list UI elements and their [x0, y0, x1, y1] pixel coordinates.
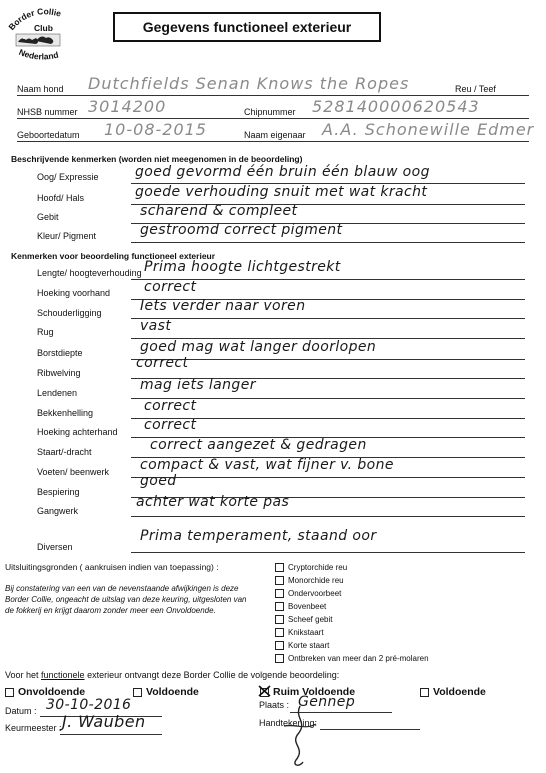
hoofd-value: goede verhouding snuit met wat kracht: [135, 184, 428, 200]
rating-label: Onvoldoende: [18, 686, 86, 698]
nhsb-label: NHSB nummer: [17, 107, 78, 117]
diversen-value: Prima temperament, staand oor: [140, 528, 377, 544]
exclusion-item-label: Monorchide reu: [288, 576, 344, 585]
section2-heading: Kenmerken voor beoordeling functioneel exterieur: [11, 251, 216, 261]
logo-bottom-text: Nederland: [17, 46, 60, 62]
nhsb-value: 3014200: [88, 97, 167, 116]
gangwerk-line: [131, 516, 525, 517]
exclusion-item-0[interactable]: [275, 563, 347, 572]
kleur-line: [131, 242, 525, 243]
checkbox-icon[interactable]: [275, 615, 284, 624]
geboorte-label: Geboortedatum: [17, 130, 80, 140]
signature-scribble: [270, 704, 330, 768]
bespiering-label: Bespiering: [37, 487, 80, 497]
naam-hond-label: Naam hond: [17, 84, 64, 94]
gebit-value: scharend & compleet: [140, 203, 298, 219]
bespiering-value: goed: [140, 473, 177, 489]
checkbox-icon[interactable]: [133, 688, 142, 697]
geboorte-line: [17, 141, 529, 142]
exclusion-item-2[interactable]: [275, 589, 341, 598]
signature-graphic: [270, 704, 330, 768]
keurmeester-value: J. Wauben: [62, 712, 146, 731]
page-title: [113, 12, 381, 42]
rating-label: Voldoende: [146, 686, 199, 698]
hoeking-achterhand-value: correct: [144, 417, 197, 433]
checkbox-icon[interactable]: [275, 641, 284, 650]
checkbox-icon[interactable]: [275, 628, 284, 637]
hoeking-voorhand-label: Hoeking voorhand: [37, 288, 111, 298]
handtekening-line: [320, 729, 420, 730]
diversen-line: [131, 552, 525, 553]
naam-hond-line: [17, 95, 529, 96]
datum-label: Datum :: [5, 706, 37, 716]
verdict-text: [5, 670, 339, 680]
schouder-value: Iets verder naar voren: [140, 298, 306, 314]
exclusion-item-label: Korte staart: [288, 641, 330, 650]
rug-value: vast: [140, 318, 172, 334]
gangwerk-value: achter wat korte pas: [136, 494, 290, 510]
borstdiepte-value: goed mag wat langer doorlopen: [140, 339, 377, 355]
exclusion-item-label: Bovenbeet: [288, 602, 327, 611]
reu-teef-label: Reu / Teef: [455, 84, 496, 94]
rug-label: Rug: [37, 327, 54, 337]
voeten-label: Voeten/ beenwerk: [37, 467, 110, 477]
checkbox-icon[interactable]: [275, 563, 284, 572]
rating-label: Voldoende: [433, 686, 486, 698]
oog-value: goed gevormd één bruin één blauw oog: [135, 164, 430, 180]
borstdiepte-label: Borstdiepte: [37, 348, 83, 358]
bekkenhelling-label: Bekkenhelling: [37, 408, 94, 418]
exclusion-item-label: Ondervoorbeet: [288, 589, 342, 598]
plaats-value: Gennep: [298, 694, 356, 710]
checkbox-icon[interactable]: [275, 589, 284, 598]
rating-voldoende[interactable]: [133, 686, 199, 698]
checkbox-icon[interactable]: [5, 688, 14, 697]
keurmeester-line: [60, 734, 162, 735]
section1-heading: Beschrijvende kenmerken (worden niet meegenomen in de beoordeling): [11, 154, 303, 164]
ribwelving-value: correct: [136, 355, 189, 371]
checkbox-icon[interactable]: [275, 654, 284, 663]
page-title-text: Gegevens functioneel exterieur: [142, 19, 352, 35]
verdict-underlined: functionele: [41, 670, 85, 680]
hoeking-voorhand-value: correct: [144, 279, 197, 295]
staart-value: correct aangezet & gedragen: [150, 437, 367, 453]
exclusion-item-3[interactable]: [275, 602, 326, 611]
voeten-value: compact & vast, wat fijner v. bone: [140, 457, 394, 473]
exclusion-item-5[interactable]: [275, 628, 324, 637]
lendenen-label: Lendenen: [37, 388, 78, 398]
svg-text:Nederland: [18, 47, 60, 62]
rating-label: Ruim Voldoende: [273, 686, 356, 698]
exclusion-item-label: Knikstaart: [288, 628, 324, 637]
voeten-line: [131, 477, 525, 478]
logo-mid-text: Club: [34, 23, 53, 33]
exclusion-item-4[interactable]: [275, 615, 332, 624]
checkbox-icon[interactable]: [420, 688, 429, 697]
staart-label: Staart/-dracht: [37, 447, 92, 457]
checkbox-icon[interactable]: [275, 576, 284, 585]
geboorte-value: 10-08-2015: [104, 120, 207, 139]
naam-hond-value: Dutchfields Senan Knows the Ropes: [88, 74, 410, 93]
hoeking-achterhand-label: Hoeking achterhand: [37, 427, 118, 437]
datum-value: 30-10-2016: [46, 697, 132, 713]
exclusion-item-label: Scheef gebit: [288, 615, 333, 624]
schouder-line: [131, 318, 525, 319]
schouder-label: Schouderligging: [37, 308, 102, 318]
exclusion-note: Bij constatering van een van de nevenstaande afwijkingen is deze Border Collie, ongeacht de uitslag van deze keuring, uitgesloten van de fokkerij en krijgt daarom zonder meer een Onvoldoende.: [5, 584, 247, 615]
verdict-suffix: exterieur ontvangt deze Border Collie de volgende beoordeling:: [84, 670, 340, 680]
eigenaar-value: A.A. Schonewille Edmer: [322, 120, 535, 139]
chip-label: Chipnummer: [244, 107, 296, 117]
ribwelving-label: Ribwelving: [37, 368, 81, 378]
hoofd-label: Hoofd/ Hals: [37, 193, 85, 203]
bekkenhelling-value: correct: [144, 398, 197, 414]
gebit-label: Gebit: [37, 212, 59, 222]
club-logo: [2, 4, 86, 66]
gangwerk-label: Gangwerk: [37, 506, 79, 516]
logo-top-text: Border Collie: [6, 6, 63, 32]
lengte-value: Prima hoogte lichtgestrekt: [144, 259, 341, 275]
check-mark-icon: [258, 685, 272, 697]
borstdiepte-line: [131, 359, 525, 360]
kleur-value: gestroomd correct pigment: [140, 222, 343, 238]
diversen-label: Diversen: [37, 542, 73, 552]
nhsb-line: [17, 118, 529, 119]
kleur-label: Kleur/ Pigment: [37, 231, 97, 241]
plaats-label: Plaats :: [259, 700, 290, 710]
chip-value: 528140000620543: [312, 97, 480, 116]
exclusion-item-1[interactable]: [275, 576, 344, 585]
eigenaar-label: Naam eigenaar: [244, 130, 306, 140]
keurmeester-label: Keurmeester :: [5, 723, 62, 733]
oog-label: Oog/ Expressie: [37, 172, 99, 182]
checkbox-icon[interactable]: [275, 602, 284, 611]
verdict-prefix: Voor het: [5, 670, 42, 680]
exclusion-item-7[interactable]: [275, 654, 429, 663]
exclusion-item-label: Cryptorchide reu: [288, 563, 348, 572]
exclusion-heading: Uitsluitingsgronden ( aankruisen indien van toepassing) :: [5, 562, 219, 572]
club-logo-graphic: [2, 4, 86, 66]
exclusion-item-6[interactable]: [275, 641, 329, 650]
lendenen-value: mag iets langer: [140, 377, 256, 393]
checkbox-checked-icon[interactable]: [260, 688, 269, 697]
exclusion-item-label: Ontbreken van meer dan 2 pré-molaren: [288, 654, 429, 663]
rating-voldoende-2[interactable]: [420, 686, 486, 698]
handtekening-label: Handtekening:: [259, 718, 318, 728]
lengte-label: Lengte/ hoogteverhouding: [37, 268, 142, 278]
